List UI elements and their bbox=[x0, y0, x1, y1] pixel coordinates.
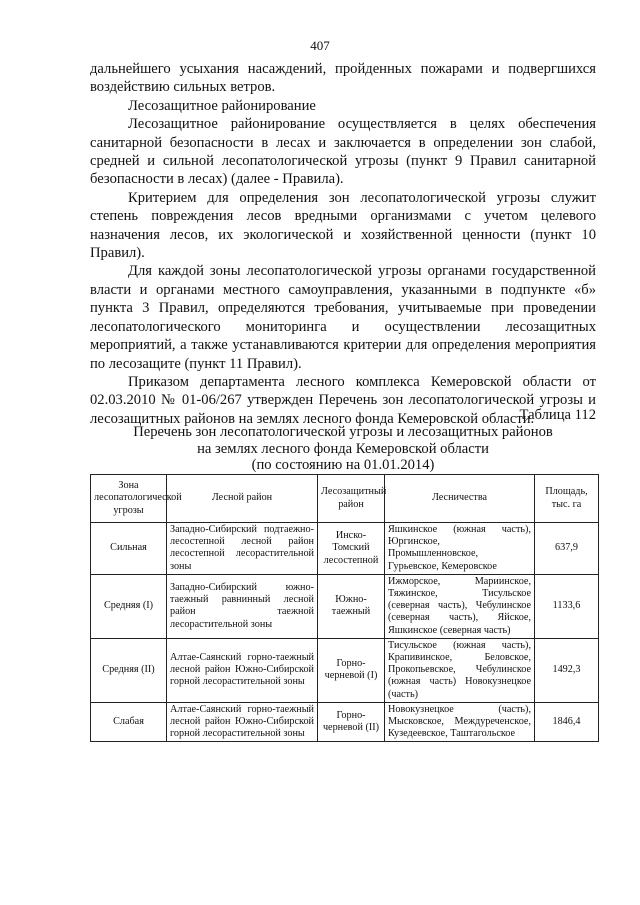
table-row bbox=[91, 638, 599, 702]
cell-forestries: Новокузнецкое (часть), Мысковское, Междуреченское, Кузедеевское, Таштагольское bbox=[385, 702, 535, 742]
paragraph-continuation: дальнейшего усыхания насаждений, пройденных пожарами и подвергшихся воздействию сильных ветров. bbox=[90, 61, 596, 96]
table-row bbox=[91, 523, 599, 575]
section-heading: Лесозащитное районирование bbox=[128, 97, 316, 114]
paragraph: Лесозащитное районирование осуществляется в целях обеспечения санитарной безопасности в лесах и заключается в определении зон слабой, средней и сильной лесопатологической угрозы (пункт 9 Правил санитарной безопасности в лесах) (далее - Правила). bbox=[90, 116, 596, 188]
cell-forestries: Яшкинское (южная часть), Юргинское, Промышленновское, Гурьевское, Кемеровское bbox=[385, 523, 535, 575]
cell-zone: Средняя (I) bbox=[91, 574, 167, 638]
cell-protection: Инско-Томский лесостепной bbox=[318, 523, 385, 575]
cell-zone: Средняя (II) bbox=[91, 638, 167, 702]
body-text bbox=[90, 60, 596, 428]
cell-area: 1133,6 bbox=[535, 574, 599, 638]
table-title-line: (по состоянию на 01.01.2014) bbox=[251, 457, 435, 473]
header-district: Лесной район bbox=[167, 475, 318, 523]
table-header-row bbox=[91, 475, 599, 523]
header-zone: Зона лесопатологической угрозы bbox=[91, 475, 167, 523]
cell-district: Западно-Сибирский южно-таежный равнинный лесной район таежной лесорастительной зоны bbox=[167, 574, 318, 638]
zones-table bbox=[90, 474, 599, 742]
cell-forestries: Тисульское (южная часть), Крапивинское, Беловское, Прокопьевское, Чебулинское (южная часть) Новокузнецкое (часть) bbox=[385, 638, 535, 702]
cell-district: Алтае-Саянский горно-таежный лесной район Южно-Сибирской горной лесорастительной зоны bbox=[167, 702, 318, 742]
cell-district: Алтае-Саянский горно-таежный лесной район Южно-Сибирской горной лесорастительной зоны bbox=[167, 638, 318, 702]
table-title-line: на землях лесного фонда Кемеровской области bbox=[197, 440, 489, 457]
paragraph: Критерием для определения зон лесопатологической угрозы служит степень повреждения лесов вредными организмами с учетом целевого назначения лесов, их экологической и хозяйственной ценности (пункт 10 Правил). bbox=[90, 189, 596, 262]
paragraph: Для каждой зоны лесопатологической угрозы органами государственной власти и органами местного самоуправления, указанными в подпункте «б» пункта 3 Правил, определяются требования, учитываемые при проведении лесопатологического мониторинга и осуществлении лесозащитных мероприятий, а также устанавливаются критерии для определения мероприятия по лесозащите (пункт 11 Правил). bbox=[90, 263, 596, 372]
header-forestries: Лесничества bbox=[385, 475, 535, 523]
table-title-line: Перечень зон лесопатологической угрозы и лесозащитных районов bbox=[133, 424, 553, 440]
table-label: Таблица 112 bbox=[519, 407, 596, 423]
cell-zone: Сильная bbox=[91, 523, 167, 575]
table-row bbox=[91, 574, 599, 638]
cell-protection: Горно-черневой (I) bbox=[318, 638, 385, 702]
cell-area: 1846,4 bbox=[535, 702, 599, 742]
header-area: Площадь, тыс. га bbox=[535, 475, 599, 523]
cell-forestries: Ижморское, Мариинское, Тяжинское, Тисульское (северная часть), Чебулинское (северная часть), Яйское, Яшкинское (северная часть) bbox=[385, 574, 535, 638]
cell-protection: Горно-черневой (II) bbox=[318, 702, 385, 742]
table-title bbox=[90, 424, 596, 474]
cell-zone: Слабая bbox=[91, 702, 167, 742]
table-row bbox=[91, 702, 599, 742]
header-protection: Лесозащитный район bbox=[318, 475, 385, 523]
cell-area: 637,9 bbox=[535, 523, 599, 575]
page-number: 407 bbox=[310, 38, 330, 53]
cell-district: Западно-Сибирский подтаежно-лесостепной лесной район лесостепной лесорастительной зоны bbox=[167, 523, 318, 575]
cell-protection: Южно-таежный bbox=[318, 574, 385, 638]
paragraph: Приказом департамента лесного комплекса Кемеровской области от 02.03.2010 № 01-06/267 утвержден Перечень зон лесопатологической угрозы и лесозащитных районов на землях лесного фонда Кемеровской области. bbox=[90, 373, 596, 427]
cell-area: 1492,3 bbox=[535, 638, 599, 702]
